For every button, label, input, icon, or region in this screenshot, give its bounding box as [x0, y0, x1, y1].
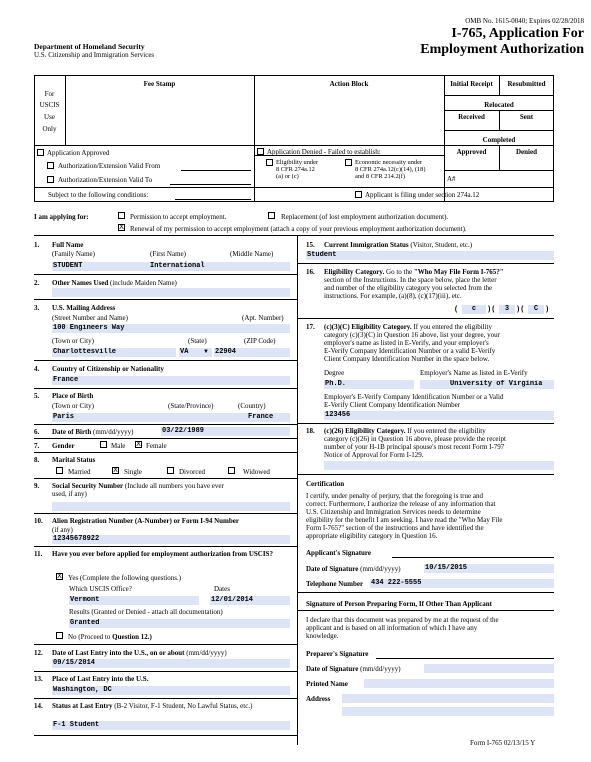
male-label: Male [111, 442, 126, 450]
q5-town-value: Paris [53, 413, 75, 421]
preparer-date-field[interactable] [424, 664, 554, 673]
q11-yes-checkbox[interactable]: X [57, 572, 62, 580]
q9-number: 9. [34, 482, 40, 490]
auth-to-checkbox[interactable] [47, 176, 54, 183]
preparer-signature-label: Preparer's Signature [306, 650, 369, 658]
q10-sub: (if any) [52, 526, 73, 534]
q18-label: (c)(26) Eligibility Category. If you entered the eligibility [324, 427, 486, 435]
form-subtitle: Employment Authorization [420, 42, 584, 57]
eligibility-checkbox[interactable] [266, 159, 273, 166]
subagency-name: U.S. Citizenship and Immigration Services [34, 51, 155, 59]
resubmitted-label: Resubmitted [507, 80, 546, 88]
auth-from-label: Authorization/Extension Valid From [58, 162, 161, 170]
certification-title: Certification [306, 480, 345, 488]
single-label: Single [124, 468, 142, 476]
filing-checkbox[interactable] [355, 191, 362, 198]
q14-label: Status at Last Entry (B-2 Visitor, F-1 Student, No Lawful Status, etc.) [52, 702, 253, 710]
q17-text-4: E-Verify Company Identification Number or a valid E-Verify [324, 347, 496, 355]
q17-label: (c)(3)(C) Eligibility Category. If you entered the eligibility [324, 323, 492, 331]
form-footer: Form I-765 02/13/15 Y [470, 739, 536, 747]
for-label: For [44, 90, 55, 98]
omb-number: OMB No. 1615-0040; Expires 02/28/2018 [465, 17, 584, 25]
dob-field[interactable]: 03/22/1989 [161, 427, 290, 436]
town-field[interactable]: Charlottesville [52, 348, 176, 357]
q16-paren-2: )( [487, 306, 496, 314]
employer-field[interactable]: University of Virginia [420, 380, 554, 389]
q18-number: 18. [306, 427, 315, 435]
fee-stamp-label: Fee Stamp [143, 80, 176, 88]
action-block-label: Action Block [329, 80, 369, 88]
q16-paren-3: )( [516, 306, 525, 314]
eligibility-label-3: (a) or (c) [276, 173, 299, 180]
q11-yes-label: Yes (Complete the following questions.) [68, 574, 182, 582]
auth-from-checkbox[interactable] [47, 162, 54, 169]
app-approved-label: Application Approved [47, 149, 110, 157]
replacement-label: Replacement (of lost employment authorization document). [281, 213, 449, 221]
q15-label: Current Immigration Status (Visitor, Student, etc.) [324, 241, 473, 249]
preparer-text-1: I declare that this document was prepared by me at the request of the [306, 616, 499, 624]
status-entry-field[interactable]: F-1 Student [52, 721, 290, 730]
q3-apt-label: (Apt. Number) [242, 314, 284, 322]
q11-dates-label: Dates [214, 585, 230, 593]
q15-number: 15. [306, 241, 315, 249]
uscis-office-field[interactable]: Vermont [69, 596, 199, 605]
q10-number: 10. [34, 517, 43, 525]
q2-number: 2. [34, 279, 40, 287]
completed-label: Completed [482, 136, 516, 144]
q2-label: Other Names Used (include Maiden Name) [52, 279, 177, 287]
ssn-field[interactable] [52, 502, 290, 511]
preparer-title: Signature of Person Preparing Form, If Other Than Applicant [306, 600, 492, 608]
q7-number: 7. [34, 442, 40, 450]
q3-state-label: (State) [188, 337, 207, 345]
only-label: Only [42, 125, 57, 133]
agency-name: Department of Homeland Security [34, 42, 145, 51]
q11-number: 11. [34, 550, 43, 558]
q17-number: 17. [306, 323, 315, 331]
economic-label-3: and 8 CFR 214.2(f) [355, 173, 406, 180]
form-title: I-765, Application For [451, 26, 584, 41]
q13-number: 13. [34, 675, 43, 683]
sig-date-label: Date of Signature (mm/dd/yyyy) [306, 565, 401, 573]
uscis-label: USCIS [39, 101, 60, 109]
received-label: Received [458, 113, 485, 121]
q1-family-label: (Family Name) [52, 250, 95, 258]
q16-text-4: instructions. For example, (a)(8), (c)(17)(iii), etc. [324, 292, 462, 300]
q5-town-label: (Town or City) [52, 402, 94, 410]
renewal-checkbox[interactable]: X [119, 223, 124, 231]
q13-label: Place of Last Entry into the U.S. [52, 675, 149, 683]
q16-number-field[interactable]: 3 [499, 305, 515, 314]
use-label: Use [44, 113, 55, 121]
economic-label-1: Economic necessity under [355, 159, 423, 166]
a-number-field[interactable]: 12345678922 [52, 535, 290, 544]
widowed-checkbox[interactable] [228, 467, 235, 474]
conditions-label: Subject to the following conditions: [48, 191, 149, 199]
applicant-signature-label: Applicant's Signature [306, 549, 372, 557]
receipt-number-field[interactable] [324, 461, 554, 470]
q12-label: Date of Last Entry into the U.S., on or about (mm/dd/yyyy) [52, 649, 227, 657]
preparer-address-field-1[interactable] [342, 694, 554, 703]
q8-label: Marital Status [52, 456, 96, 464]
denied-label: Denied [516, 148, 537, 156]
relocated-label: Relocated [484, 101, 514, 109]
q3-town-label: (Town or City) [52, 337, 94, 345]
phone-field[interactable]: 434 222-5555 [370, 579, 554, 588]
app-denied-checkbox[interactable] [257, 148, 264, 155]
cert-text-1: I certify, under penalty of perjury, that the foregoing is true and [306, 492, 483, 500]
q5-state-label: (State/Province) [168, 402, 214, 410]
approved-label: Approved [456, 148, 487, 156]
everify-id-field[interactable]: 123456 [324, 411, 554, 420]
q1-middle-label: (Middle Name) [230, 250, 274, 258]
cert-text-5: Form I-765?" section of the instructions and have identified the [306, 524, 484, 532]
q1-number: 1. [34, 241, 40, 249]
q10-label: Alien Registration Number (A-Number) or Form I-94 Number [52, 517, 239, 525]
signature-date-field[interactable]: 10/15/2015 [424, 564, 554, 573]
q17-text-3: employer's name as listed in E-Verify, and your employer's [324, 339, 489, 347]
auth-to-label: Authorization/Extension Valid To [58, 176, 153, 184]
q17-degree-label: Degree [324, 369, 345, 377]
degree-field[interactable]: Ph.D. [324, 380, 414, 389]
male-checkbox[interactable] [100, 441, 107, 448]
renewal-label: Renewal of my permission to accept employment (attach a copy of your previous employment authorization document). [130, 225, 467, 233]
state-select[interactable]: VA [179, 348, 212, 357]
zip-field[interactable]: 22904 [214, 348, 290, 357]
applying-for-label: I am applying for: [34, 213, 89, 221]
q14-number: 14. [34, 702, 43, 710]
q4-label: Country of Citizenship or Nationality [52, 365, 164, 373]
q1-family-value: STUDENT [53, 262, 83, 270]
app-denied-label: Application Denied - Failed to establish: [267, 148, 381, 156]
single-checkbox[interactable]: X [113, 466, 118, 474]
q6-label: Date of Birth (mm/dd/yyyy) [52, 428, 134, 436]
app-approved-checkbox[interactable] [37, 149, 44, 156]
permission-label: Permission to accept employment. [130, 213, 227, 221]
last-entry-date-field[interactable]: 09/15/2014 [52, 659, 290, 668]
married-checkbox[interactable] [56, 467, 63, 474]
cert-text-4: eligibility for the benefit I am seeking. I have read the "Who May File [306, 516, 503, 524]
q1-label: Full Name [52, 241, 84, 249]
economic-label-2: 8 CFR 274a.12(c)(14), (18) [355, 166, 426, 173]
dates-field[interactable]: 12/01/2014 [210, 596, 290, 605]
female-checkbox[interactable]: X [136, 440, 141, 448]
female-label: Female [146, 442, 167, 450]
street-field[interactable]: 100 Engineers Way [52, 324, 290, 333]
last-entry-place-field[interactable]: Washington, DC [52, 686, 290, 695]
q3-number: 3. [34, 304, 40, 312]
q16-text-2: section of the Instructions. In the space below, place the letter [324, 276, 497, 284]
q16-text-3: and number of the eligibility category you selected from the [324, 284, 493, 292]
q9-label: Social Security Number (Include all numbers you have ever used, if any) [52, 482, 224, 498]
economic-checkbox[interactable] [345, 159, 352, 166]
cert-text-2: correct. Furthermore, I authorize the release of any information that [306, 500, 496, 508]
divorced-label: Divorced [179, 468, 206, 476]
q17-id-label-2: E-Verify Client Company Identification Number [324, 401, 461, 409]
q5-number: 5. [34, 392, 40, 400]
q18-text-4: Notice of Approval for Form I-129. [324, 451, 424, 459]
results-field[interactable]: Granted [69, 619, 290, 628]
q16-letter-field[interactable]: c [462, 305, 486, 314]
q5-country-label: (Country) [238, 402, 266, 410]
q11-label: Have you ever before applied for employment authorization from USCIS? [52, 550, 273, 558]
q7-label: Gender [52, 442, 75, 450]
q11-office-label: Which USCIS Office? [69, 585, 132, 593]
preparer-date-label: Date of Signature (mm/dd/yyyy) [306, 665, 401, 673]
married-label: Married [68, 468, 91, 476]
preparer-text-2: applicant and is based on all information of which I have any [306, 624, 478, 632]
q16-number: 16. [306, 268, 315, 276]
q11-no-label: No (Proceed to Question 12.) [68, 633, 152, 641]
q17-id-label-1: Employer's E-Verify Company Identification Number or a Valid [324, 393, 504, 401]
printed-name-field[interactable] [364, 679, 554, 688]
q17-employer-label: Employer's Name as listed in E-Verify [420, 369, 528, 377]
preparer-text-3: knowledge. [306, 632, 339, 640]
q5-country-value: France [248, 413, 274, 421]
current-status-field[interactable]: Student [306, 251, 554, 260]
citizenship-field[interactable]: France [52, 376, 290, 385]
initial-receipt-label: Initial Receipt [450, 80, 493, 88]
widowed-label: Widowed [243, 468, 270, 476]
sent-label: Sent [519, 113, 534, 121]
q16-label: Eligibility Category. Go to the "Who May File Form I-765?" [324, 268, 504, 276]
q5-label: Place of Birth [52, 392, 94, 400]
preparer-address-field-2[interactable] [342, 707, 554, 716]
q16-paren-4: ) [545, 306, 550, 314]
q17-text-2: category (c)(3)(C) in Question 16 above, list your degree, your [324, 331, 500, 339]
address-label: Address [306, 695, 331, 703]
eligibility-label-1: Eligibility under [276, 159, 319, 166]
q6-number: 6. [34, 428, 40, 436]
eligibility-label-2: 8 CFR 274a.12 [276, 166, 315, 173]
q4-number: 4. [34, 365, 40, 373]
q18-text-3: number of your H-1B principal spouse's most recent Form I-797 [324, 443, 505, 451]
other-names-field[interactable] [52, 288, 290, 297]
q11-no-checkbox[interactable] [56, 632, 63, 639]
q11-results-label: Results (Granted or Denied - attach all documentation) [69, 608, 223, 616]
q1-first-label: (First Name) [150, 250, 186, 258]
q17-text-5: Client Company Identification Number in the space below. [324, 355, 490, 363]
q18-text-2: category (c)(26) in Question 16 above, please provide the receipt [324, 435, 506, 443]
filing-label: Applicant is filing under section 274a.12 [365, 191, 480, 199]
phone-label: Telephone Number [306, 580, 364, 588]
printed-name-label: Printed Name [306, 680, 348, 688]
q8-number: 8. [34, 456, 40, 464]
q12-number: 12. [34, 649, 43, 657]
chevron-down-icon[interactable]: ▼ [203, 349, 209, 355]
permission-checkbox[interactable] [118, 212, 125, 219]
divorced-checkbox[interactable] [167, 467, 174, 474]
a-number-label: A# [447, 175, 456, 183]
q3-zip-label: (ZIP Code) [244, 337, 276, 345]
replacement-checkbox[interactable] [268, 212, 275, 219]
q16-paren-1: ( [454, 306, 459, 314]
cert-text-3: U.S. Citizenship and Immigration Services needs to determine [306, 508, 481, 516]
q16-sub-field[interactable]: C [528, 305, 544, 314]
q3-label: U.S. Mailing Address [52, 304, 116, 312]
cert-text-6: appropriate eligibility category in Question 16. [306, 532, 438, 540]
q1-first-value: International [150, 262, 205, 270]
q3-street-label: (Street Number and Name) [52, 314, 128, 322]
